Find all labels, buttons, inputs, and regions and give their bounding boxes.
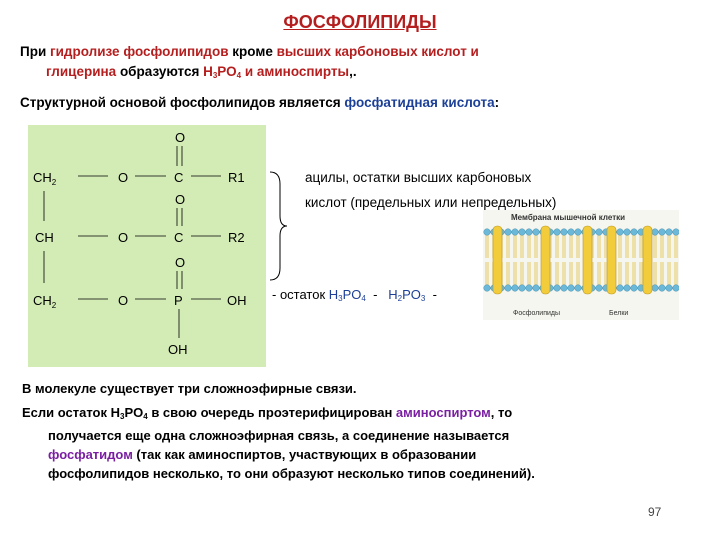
phosphatidic-acid-formula bbox=[28, 125, 266, 367]
ch2-top: $CH_2$ bbox=[33, 170, 57, 187]
text: Структурной основой фосфолипидов является bbox=[20, 95, 345, 110]
term-fatty-acids: высших карбоновых кислот и bbox=[276, 44, 479, 59]
ch-middle: CH bbox=[35, 230, 54, 245]
ester-oxygen-2: O bbox=[118, 230, 129, 245]
hydroxyl-2: OH bbox=[168, 342, 188, 357]
formula-h2po3: $H_2PO_3$ bbox=[388, 287, 426, 303]
label-proteins: Белки bbox=[609, 310, 629, 317]
structure-paragraph bbox=[20, 93, 700, 113]
lipid-head bbox=[505, 229, 512, 236]
ch2-bottom: $CH_2$ bbox=[33, 293, 57, 310]
acyl-note-line-1: ацилы, остатки высших карбоновых bbox=[305, 170, 532, 185]
membrane-protein bbox=[583, 226, 592, 294]
lipid-head bbox=[561, 229, 568, 236]
lipid-head bbox=[624, 285, 631, 292]
lipid-head bbox=[673, 285, 679, 292]
lipid-head bbox=[624, 229, 631, 236]
lipid-head bbox=[519, 285, 526, 292]
label-phospholipids: Фосфолипиды bbox=[513, 310, 561, 317]
term-hydrolysis: гидролизе фосфолипидов bbox=[50, 44, 229, 59]
lipid-head bbox=[575, 229, 582, 236]
text: : bbox=[494, 95, 500, 110]
text: При bbox=[20, 44, 50, 59]
lipid-head bbox=[484, 229, 491, 236]
phosphatide-paragraph: Если остаток $H_3PO_4$ в свою очередь проэтерифицирован аминоспиртом, то получается еще одна сложноэфирная связь, а соединение называется фосфатидом (так как аминоспиртов, участвующих в образовании фосфолипидов несколько, то они образуют несколько типов соединений). bbox=[22, 403, 702, 483]
text: - bbox=[425, 287, 437, 302]
lipid-head bbox=[617, 229, 624, 236]
text: (так как аминоспиртов, участвующих в образовании bbox=[132, 447, 477, 462]
text: в свою очередь проэтерифицирован bbox=[147, 405, 396, 420]
hydrolysis-line-1 bbox=[20, 42, 680, 62]
lipid-head bbox=[617, 285, 624, 292]
lipid-head bbox=[526, 285, 533, 292]
lipid-head bbox=[554, 229, 561, 236]
lipid-head bbox=[568, 285, 575, 292]
membrane-illustration bbox=[483, 210, 679, 320]
lipid-head bbox=[526, 229, 533, 236]
term-phosphatide: фосфатидом bbox=[48, 447, 133, 462]
acyl-note-line-2: кислот (предельных или непредельных) bbox=[305, 195, 557, 210]
lipid-head bbox=[596, 285, 603, 292]
membrane-protein bbox=[541, 226, 550, 294]
carbonyl-carbon-2: C bbox=[174, 230, 184, 245]
lipid-head bbox=[484, 285, 491, 292]
lipid-head bbox=[596, 229, 603, 236]
carbonyl-oxygen-2: O bbox=[175, 192, 186, 207]
membrane-protein bbox=[643, 226, 652, 294]
hydroxyl-1: OH bbox=[227, 293, 247, 308]
term-aminoalcohols: и аминоспирты bbox=[241, 64, 350, 79]
lipid-head bbox=[673, 229, 679, 236]
membrane-header: Мембрана мышечной клетки bbox=[511, 213, 626, 222]
text: ,. bbox=[349, 64, 357, 79]
text: Если остаток H bbox=[22, 405, 121, 420]
hydrolysis-paragraph bbox=[20, 42, 680, 86]
term-phosphatidic-acid: фосфатидная кислота bbox=[344, 95, 495, 110]
lipid-head bbox=[519, 229, 526, 236]
ester-bonds-sentence: В молекуле существует три сложноэфирные связи. bbox=[22, 381, 357, 396]
phosphatide-line-3 bbox=[22, 445, 702, 464]
text: образуются bbox=[116, 64, 204, 79]
lipid-head bbox=[659, 229, 666, 236]
acyl-r1: R1 bbox=[228, 170, 245, 185]
phosphatide-line-4: фосфолипидов несколько, то они образуют несколько типов соединений). bbox=[48, 466, 535, 481]
lipid-head bbox=[666, 285, 673, 292]
membrane-protein bbox=[493, 226, 502, 294]
lipid-head bbox=[575, 285, 582, 292]
lipid-head bbox=[554, 285, 561, 292]
lipid-head bbox=[631, 229, 638, 236]
lipid-head bbox=[512, 285, 519, 292]
term-aminoalcohol: аминоспиртом bbox=[395, 405, 491, 420]
phosphate-residue-note bbox=[272, 287, 437, 303]
lipid-head bbox=[533, 229, 540, 236]
carbonyl-carbon-1: C bbox=[174, 170, 184, 185]
phosphatide-line-2: получается еще одна сложноэфирная связь, а соединение называется bbox=[48, 428, 510, 443]
acyl-r2: R2 bbox=[228, 230, 245, 245]
page-number: 97 bbox=[648, 505, 662, 519]
lipid-head bbox=[631, 285, 638, 292]
hydrolysis-line-2 bbox=[20, 62, 680, 86]
membrane-protein bbox=[607, 226, 616, 294]
lipid-head bbox=[666, 229, 673, 236]
curly-brace bbox=[268, 170, 288, 282]
ester-oxygen-3: O bbox=[118, 293, 129, 308]
carbonyl-oxygen-1: O bbox=[175, 130, 186, 145]
ester-oxygen-1: O bbox=[118, 170, 129, 185]
lipid-head bbox=[561, 285, 568, 292]
text: - остаток bbox=[272, 287, 329, 302]
text: , то bbox=[490, 405, 513, 420]
text: - bbox=[365, 287, 389, 302]
text: кроме bbox=[228, 44, 277, 59]
lipid-head bbox=[505, 285, 512, 292]
lipid-head bbox=[533, 285, 540, 292]
lipid-head bbox=[652, 285, 659, 292]
phosphorus: P bbox=[174, 293, 183, 308]
lipid-head bbox=[659, 285, 666, 292]
formula-h3po4: $H_3PO_4$ bbox=[328, 287, 366, 303]
lipid-head bbox=[568, 229, 575, 236]
lipid-head bbox=[512, 229, 519, 236]
page-title: ФОСФОЛИПИДЫ bbox=[283, 12, 437, 32]
formula-h3po4: $Н_3РО_4$ bbox=[203, 64, 242, 80]
lipid-head bbox=[652, 229, 659, 236]
phosphoryl-oxygen: O bbox=[175, 255, 186, 270]
term-glycerol: глицерина bbox=[46, 64, 117, 79]
acyl-note bbox=[305, 165, 635, 215]
